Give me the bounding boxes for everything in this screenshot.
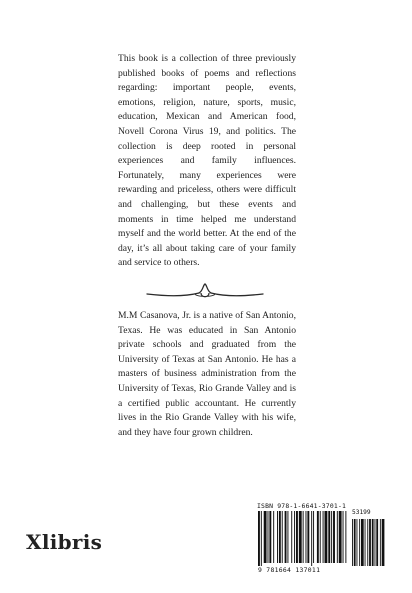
barcode-ean-digits: 9 781664 137011: [258, 566, 321, 574]
barcode-icon: [258, 511, 390, 567]
isbn-label: ISBN 978-1-6641-3701-1: [257, 502, 347, 510]
barcode-addon-digits: 53199: [352, 509, 371, 516]
flourish-divider-icon: [145, 281, 265, 303]
publisher-logo: Xlibris: [26, 530, 103, 554]
book-description: This book is a collection of three previously published books of poems and reflections regarding: important people, events, emotions, religion, nature, sports, music, education, Mexican and American food, Novell Corona Virus 19, and politics. The collection is deep rooted in personal experiences and family influences. Fortunately, many experiences were rewarding and priceless, others were difficult and challenging, but these events and moments in time helped me understand myself and the world better. At the end of the day, it’s all about taking care of your family and service to others.: [118, 53, 296, 269]
author-bio: M.M Casanova, Jr. is a native of San Antonio, Texas. He was educated in San Antonio private schools and graduated from the University of Texas at San Antonio. He has a masters of business administration from the University of Texas, Rio Grande Valley and is a certified public accountant. He currently lives in the Rio Grande Valley with his wife, and they have four grown children.: [118, 310, 296, 438]
